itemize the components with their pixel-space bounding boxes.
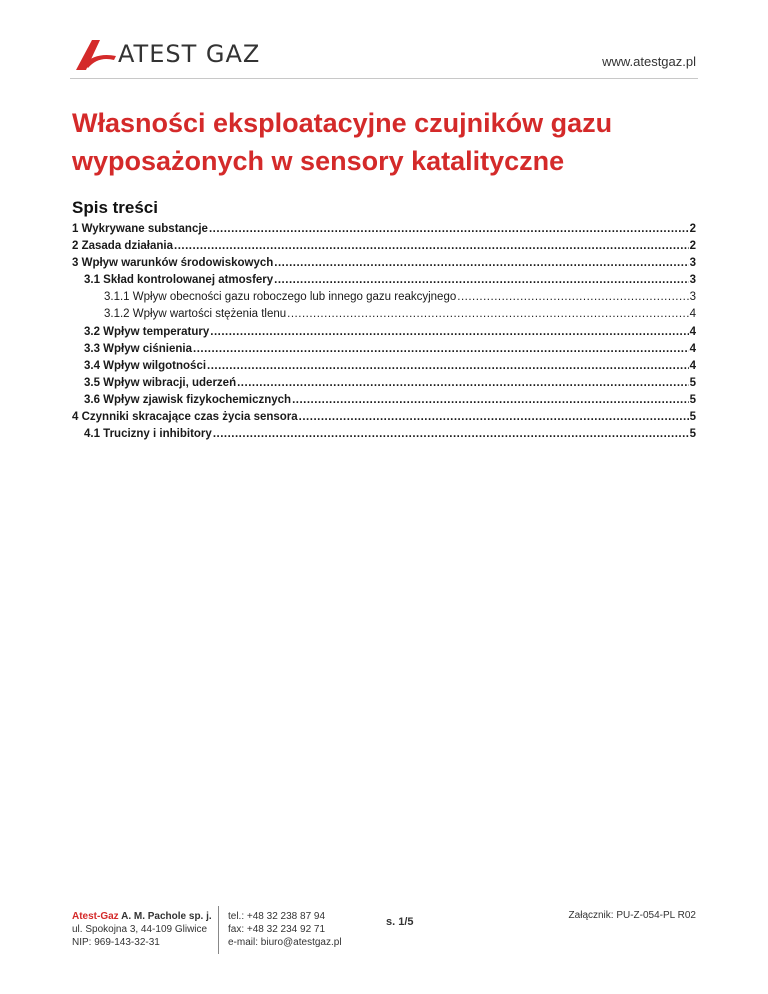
toc-dot-leader <box>274 274 688 286</box>
toc-entry-page: 4 <box>689 359 696 372</box>
footer-email[interactable]: e-mail: biuro@atestgaz.pl <box>228 937 342 948</box>
toc-entry[interactable] <box>72 343 696 360</box>
toc-entry-label: 2 Zasada działania <box>72 240 173 253</box>
toc-entry-label: 3.3 Wpływ ciśnienia <box>84 342 193 355</box>
toc-entry-page: 5 <box>689 428 696 441</box>
document-title: Własności eksploatacyjne czujników gazu wyposażonych w sensory katalityczne <box>72 108 613 176</box>
toc-entry-label: 3.6 Wpływ zjawisk fizykochemicznych <box>84 393 292 406</box>
toc-entry-label: 4 Czynniki skracające czas życia sensora <box>72 411 298 424</box>
footer-contact-info <box>228 910 342 949</box>
flame-swoosh-icon <box>70 36 118 72</box>
page-number: s. 1/5 <box>386 916 414 928</box>
toc-entry-label: 3.2 Wpływ temperatury <box>84 325 210 338</box>
toc-entry[interactable] <box>72 257 696 274</box>
toc-entry-page: 3 <box>689 274 696 287</box>
toc-dot-leader <box>457 291 688 303</box>
toc-dot-leader <box>213 428 689 440</box>
page-header <box>0 0 768 110</box>
toc-entry[interactable] <box>72 240 696 257</box>
toc-entry-label: 3.4 Wpływ wilgotności <box>84 359 207 372</box>
footer-fax: fax: +48 32 234 92 71 <box>228 924 326 935</box>
table-of-contents <box>72 223 696 445</box>
toc-dot-leader <box>193 343 689 355</box>
toc-entry-label: 3.1 Skład kontrolowanej atmosfery <box>84 274 274 287</box>
toc-entry-page: 4 <box>689 342 696 355</box>
toc-entry[interactable] <box>72 360 696 377</box>
toc-entry-page: 5 <box>689 393 696 406</box>
toc-entry[interactable] <box>72 411 696 428</box>
toc-entry-label: 3.5 Wpływ wibracji, uderzeń <box>84 376 237 389</box>
toc-entry-page: 3 <box>689 257 696 270</box>
toc-entry[interactable] <box>72 308 696 325</box>
toc-entry-label: 1 Wykrywane substancje <box>72 223 208 235</box>
toc-dot-leader <box>207 360 689 372</box>
toc-entry-page: 2 <box>689 240 696 253</box>
toc-entry-label: 3.1.2 Wpływ wartości stężenia tlenu <box>104 308 287 321</box>
toc-entry-page: 5 <box>689 411 696 424</box>
footer-brand-name: Atest-Gaz <box>72 911 119 922</box>
page-footer <box>0 900 768 960</box>
toc-entry[interactable] <box>72 377 696 394</box>
toc-entry-page: 5 <box>689 376 696 389</box>
toc-entry-label: 4.1 Trucizny i inhibitory <box>84 428 212 441</box>
footer-nip: NIP: 969-143-32-31 <box>72 937 160 948</box>
toc-dot-leader <box>274 257 688 269</box>
toc-dot-leader <box>287 308 688 320</box>
footer-divider <box>218 906 219 954</box>
annex-reference: Załącznik: PU-Z-054-PL R02 <box>568 910 696 921</box>
toc-entry-page: 4 <box>689 325 696 338</box>
toc-dot-leader <box>292 394 689 406</box>
toc-entry-page: 3 <box>689 291 696 304</box>
toc-entry-label: 3.1.1 Wpływ obecności gazu roboczego lub innego gazu reakcyjnego <box>104 291 457 304</box>
footer-company-name <box>72 910 212 923</box>
toc-dot-leader <box>210 326 688 338</box>
toc-entry[interactable] <box>72 274 696 291</box>
logo-wordmark: ATEST GAZ <box>118 40 261 68</box>
toc-entry[interactable] <box>72 394 696 411</box>
toc-entry[interactable] <box>72 428 696 445</box>
footer-company-info <box>72 910 212 949</box>
toc-entry-label: 3 Wpływ warunków środowiskowych <box>72 257 274 270</box>
footer-company-legal: A. M. Pachole sp. j. <box>118 911 212 922</box>
header-divider <box>70 78 698 79</box>
toc-dot-leader <box>209 223 689 235</box>
toc-heading: Spis treści <box>72 198 158 217</box>
toc-entry[interactable] <box>72 326 696 343</box>
toc-entry[interactable] <box>72 291 696 308</box>
toc-entry-page: 2 <box>689 223 696 235</box>
company-logo <box>70 36 260 72</box>
toc-entry-page: 4 <box>689 308 696 321</box>
website-link[interactable]: www.atestgaz.pl <box>602 54 696 69</box>
footer-tel: tel.: +48 32 238 87 94 <box>228 911 326 922</box>
toc-dot-leader <box>237 377 688 389</box>
toc-dot-leader <box>299 411 689 423</box>
toc-dot-leader <box>174 240 689 252</box>
footer-address: ul. Spokojna 3, 44-109 Gliwice <box>72 924 208 935</box>
toc-entry[interactable] <box>72 223 696 240</box>
